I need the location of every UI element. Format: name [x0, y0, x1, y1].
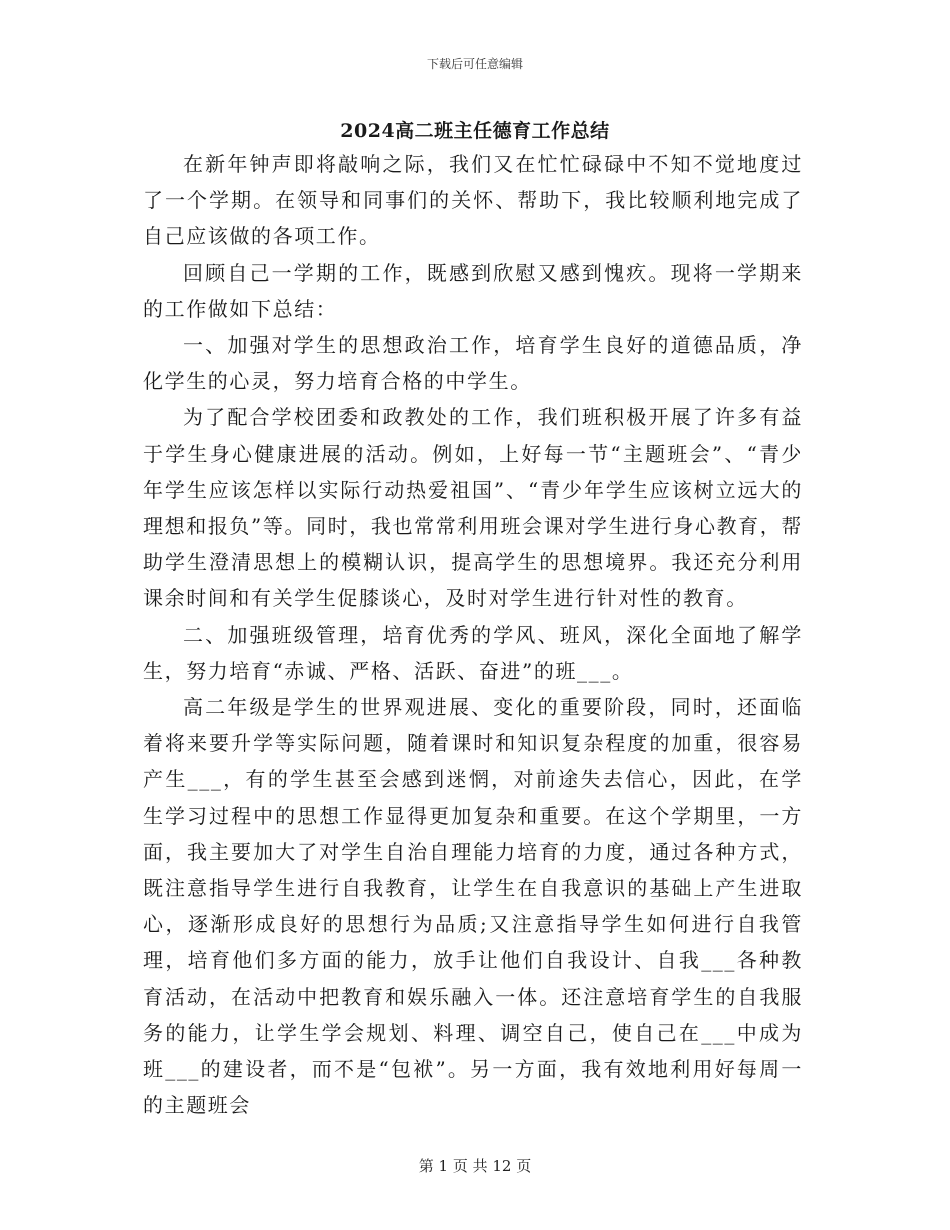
paragraph: 在新年钟声即将敲响之际，我们又在忙忙碌碌中不知不觉地度过了一个学期。在领导和同事们的关怀、帮助下，我比较顺利地完成了自己应该做的各项工作。: [143, 152, 803, 249]
section-heading-2: 二、加强班级管理，培育优秀的学风、班风，深化全面地了解学生，努力培育“赤诚、严格、活跃、奋进”的班___。: [143, 622, 803, 683]
section-heading-1: 一、加强对学生的思想政治工作，培育学生良好的道德品质，净化学生的心灵，努力培育合格的中学生。: [143, 333, 803, 394]
paragraph: 回顾自己一学期的工作，既感到欣慰又感到愧疚。现将一学期来的工作做如下总结：: [143, 260, 803, 321]
page-footer: 第 1 页 共 12 页: [418, 1157, 532, 1175]
document-body: [143, 146, 803, 1123]
header-note: 下载后可任意编辑: [426, 57, 523, 71]
paragraph: 高二年级是学生的世界观进展、变化的重要阶段，同时，还面临着将来要升学等实际问题，随着课时和知识复杂程度的加重，很容易产生___，有的学生甚至会感到迷惘，对前途失去信心，因此，在学生学习过程中的思想工作显得更加复杂和重要。在这个学期里，一方面，我主要加大了对学生自治自理能力培育的力度，通过各种方式，既注意指导学生进行自我教育，让学生在自我意识的基础上产生进取心，逐渐形成良好的思想行为品质;又注意指导学生如何进行自我管理，培育他们多方面的能力，放手让他们自我设计、自我___各种教育活动，在活动中把教育和娱乐融入一体。还注意培育学生的自我服务的能力，让学生学会规划、料理、调空自己，使自己在___中成为班___的建设者，而不是“包袱”。另一方面，我有效地利用好每周一的主题班会: [143, 695, 803, 1118]
document-title: 2024高二班主任德育工作总结: [340, 120, 610, 142]
paragraph: 为了配合学校团委和政教处的工作，我们班积极开展了许多有益于学生身心健康进展的活动。例如，上好每一节“主题班会”、“青少年学生应该怎样以实际行动热爱祖国”、“青少年学生应该树立远大的理想和报负”等。同时，我也常常利用班会课对学生进行身心教育，帮助学生澄清思想上的模糊认识，提高学生的思想境界。我还充分利用课余时间和有关学生促膝谈心，及时对学生进行针对性的教育。: [143, 405, 803, 611]
